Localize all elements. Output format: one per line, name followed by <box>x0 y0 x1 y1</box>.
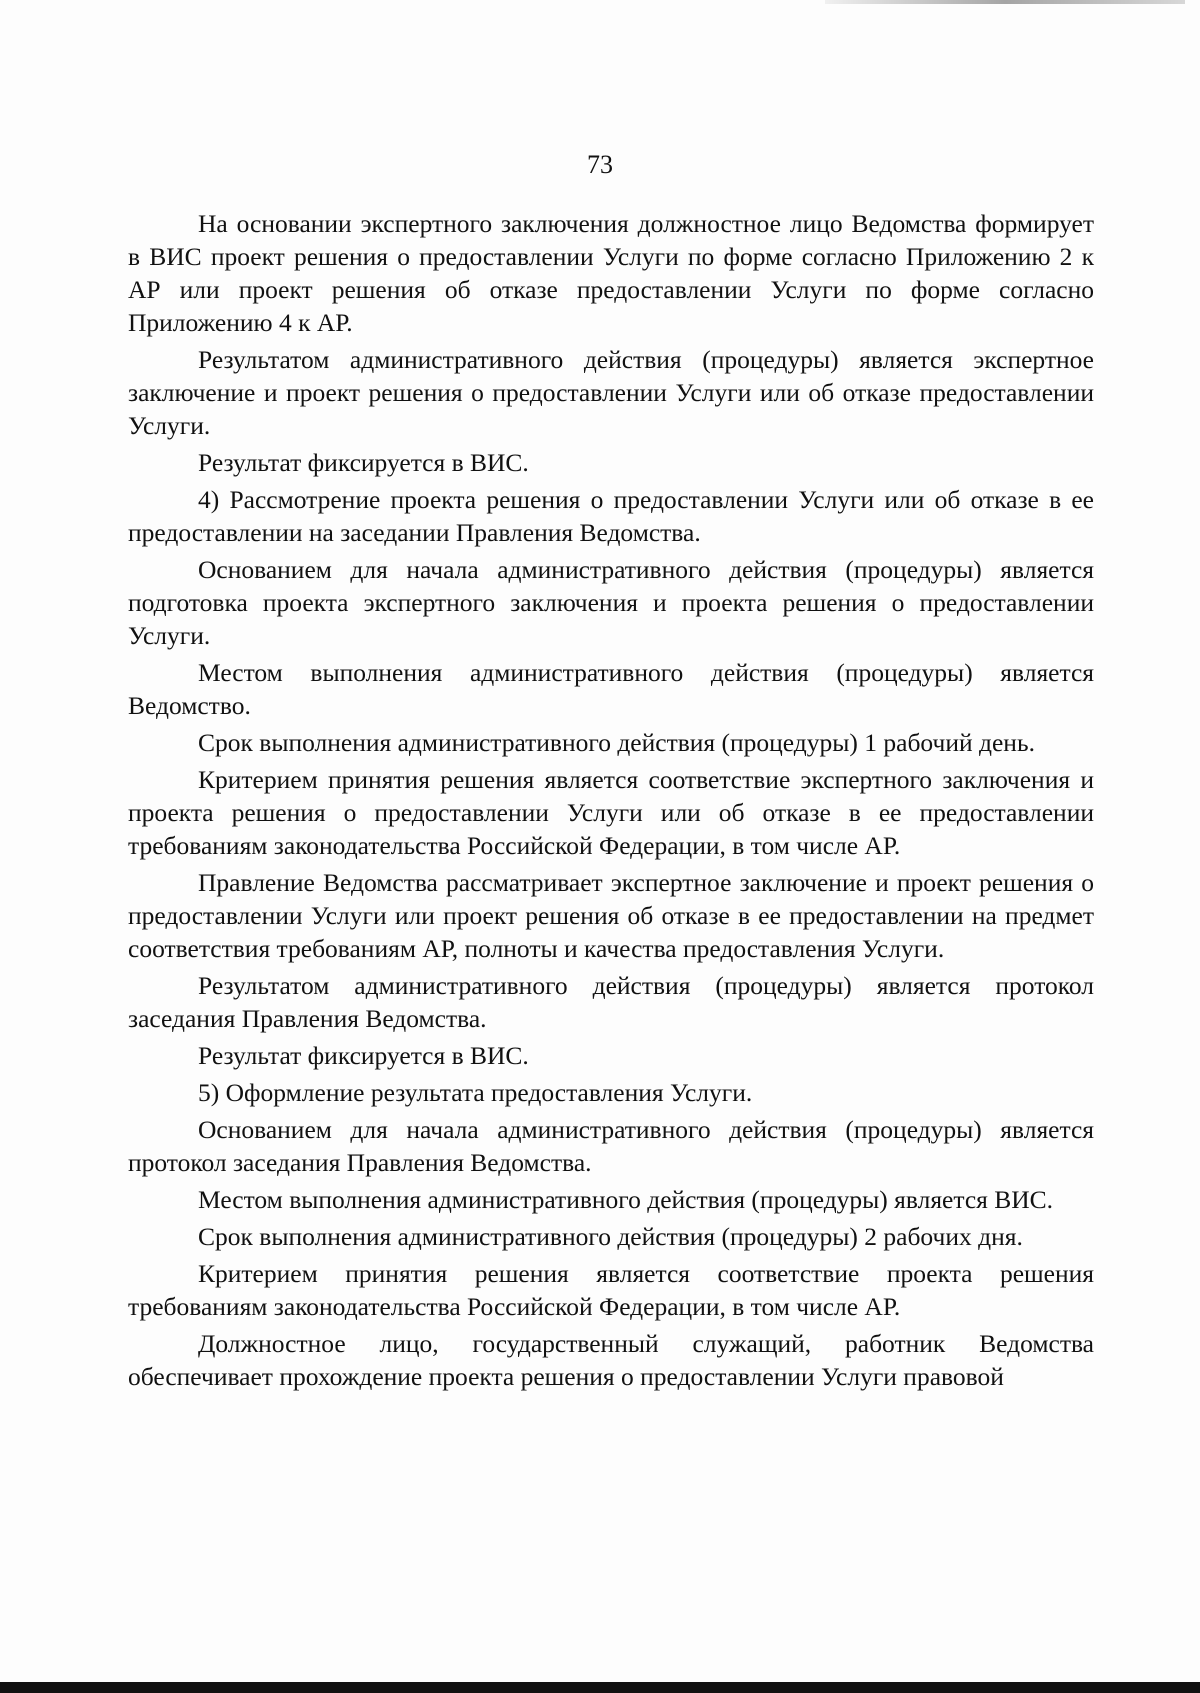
body-text <box>128 207 1094 1397</box>
paragraph-13: Основанием для начала административного действия (процедуры) является протокол заседания Правления Ведомства. <box>128 1115 1094 1177</box>
paragraph-11: Результат фиксируется в ВИС. <box>198 1041 529 1070</box>
paragraph-7: Срок выполнения административного действия (процедуры) 1 рабочий день. <box>198 728 1035 757</box>
paragraph-1: На основании экспертного заключения должностное лицо Ведомства формирует в ВИС проект решения о предоставлении Услуги по форме согласно Приложению 2 к АР или проект решения об отказе предоставлении Услуги по форме согласно Приложению 4 к АР. <box>128 209 1094 337</box>
paragraph-8: Критерием принятия решения является соответствие экспертного заключения и проекта решения о предоставлении Услуги или об отказе в ее предоставлении требованиям законодательства Российской Федерации, в том числе АР. <box>128 765 1094 860</box>
paragraph-9: Правление Ведомства рассматривает экспертное заключение и проект решения о предоставлении Услуги или проект решения об отказе в ее предоставлении на предмет соответствия требованиям АР, полноты и качества предоставления Услуги. <box>128 868 1094 963</box>
paragraph-10: Результатом административного действия (процедуры) является протокол заседания Правления Ведомства. <box>128 971 1094 1033</box>
paragraph-12: 5) Оформление результата предоставления Услуги. <box>198 1078 753 1107</box>
paragraph-2: Результатом административного действия (процедуры) является экспертное заключение и проект решения о предоставлении Услуги или об отказе предоставлении Услуги. <box>128 345 1094 440</box>
paragraph-16: Критерием принятия решения является соответствие проекта решения требованиям законодательства Российской Федерации, в том числе АР. <box>128 1259 1094 1321</box>
paragraph-17: Должностное лицо, государственный служащий, работник Ведомства обеспечивает прохождение проекта решения о предоставлении Услуги правовой <box>128 1329 1094 1391</box>
paragraph-5: Основанием для начала административного действия (процедуры) является подготовка проекта экспертного заключения и проекта решения о предоставлении Услуги. <box>128 555 1094 650</box>
scan-artifact-top <box>825 0 1185 4</box>
paragraph-3: Результат фиксируется в ВИС. <box>198 448 529 477</box>
paragraph-15: Срок выполнения административного действия (процедуры) 2 рабочих дня. <box>198 1222 1023 1251</box>
paragraph-14: Местом выполнения административного действия (процедуры) является ВИС. <box>198 1185 1054 1214</box>
paragraph-6: Местом выполнения административного действия (процедуры) является Ведомство. <box>128 658 1094 720</box>
page-number: 73 <box>587 150 613 179</box>
paragraph-4: 4) Рассмотрение проекта решения о предоставлении Услуги или об отказе в ее предоставлении на заседании Правления Ведомства. <box>128 485 1094 547</box>
scan-artifact-bottom <box>0 1682 1200 1693</box>
